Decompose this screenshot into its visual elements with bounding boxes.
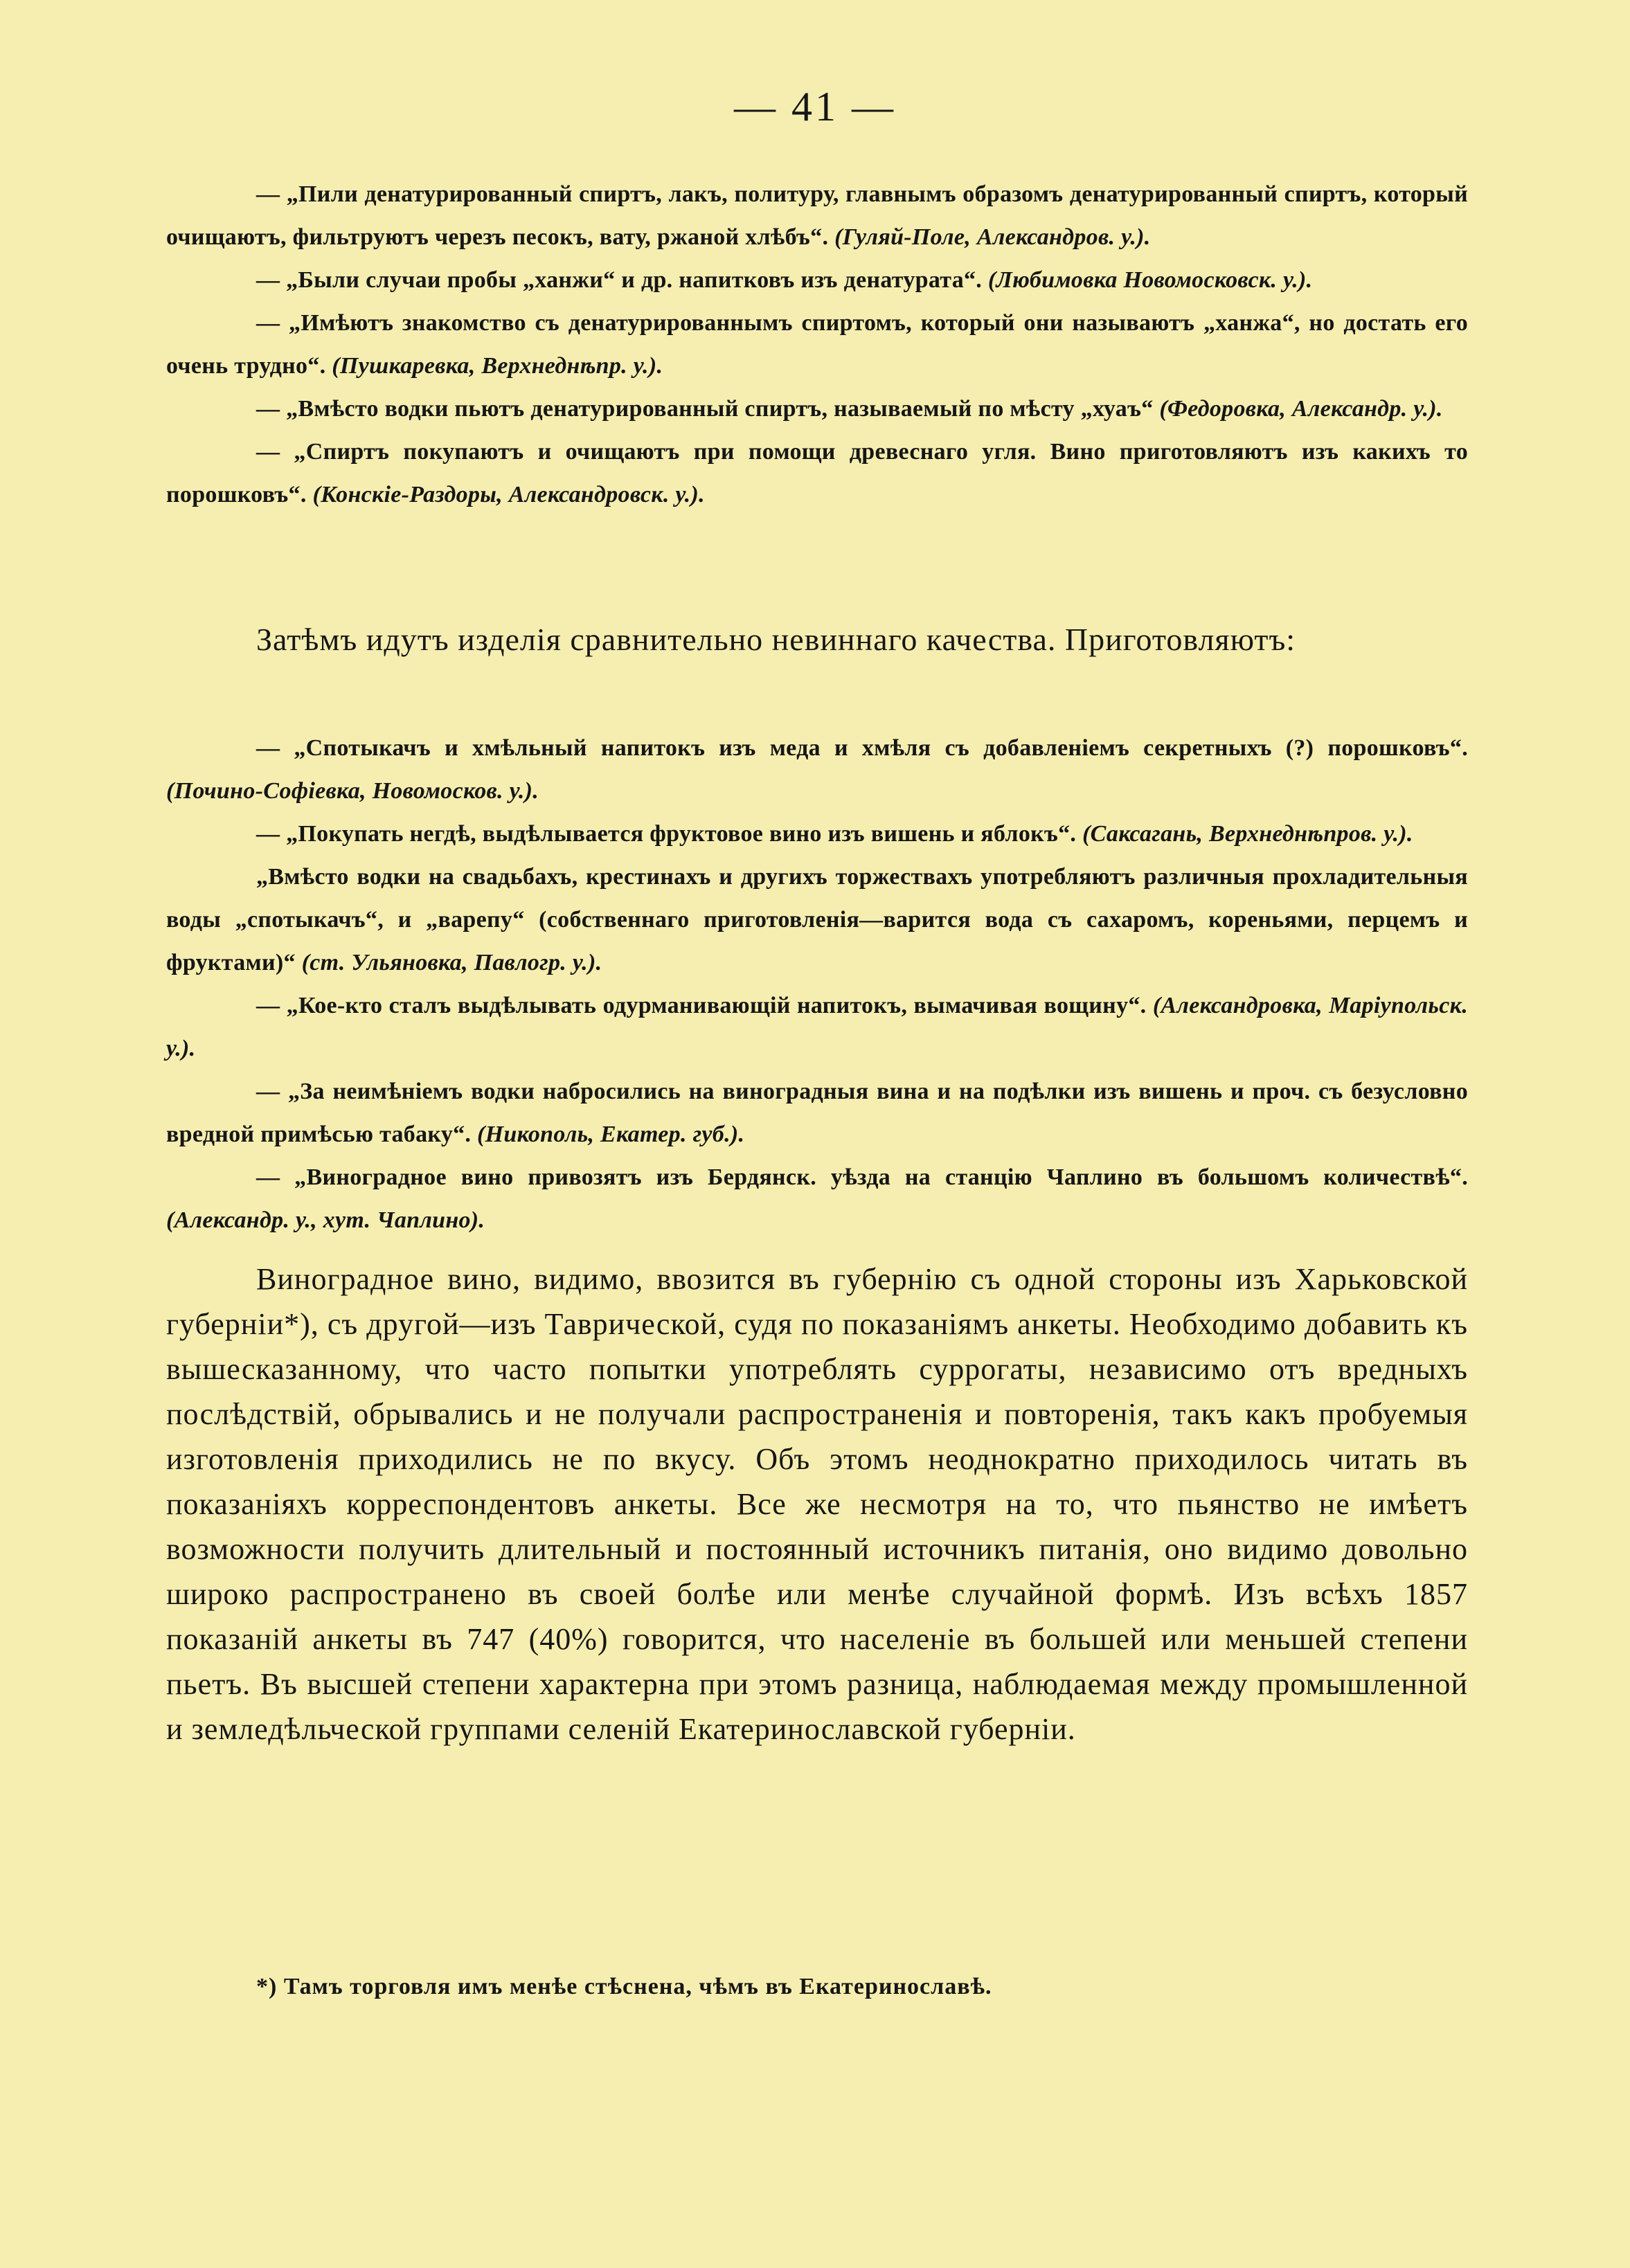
quotes-block-1 [166,173,1468,516]
footnote: *) Тамъ торговля имъ менѣе стѣснена, чѣмъ въ Екатеринославѣ. [256,1974,992,1999]
quote: — „Виноградное вино привозятъ изъ Бердянск. уѣзда на станцію Чаплино въ большомъ количествѣ“. (Александр. у., хут. Чаплино). [166,1164,1468,1233]
quote: — „Спотыкачъ и хмѣльный напитокъ изъ меда и хмѣля съ добавленіемъ секретныхъ (?) порошковъ“. (Почино-Софіевка, Новомосков. у.). [166,735,1468,804]
quote: „Вмѣсто водки на свадьбахъ, крестинахъ и другихъ торжествахъ употребляютъ различныя прохладительныя воды „спотыкачъ“, и „варепу“ (собственнаго приготовленія—варится вода съ сахаромъ, кореньями, перцемъ и фруктами)“ (ст. Ульяновка, Павлогр. у.). [166,864,1468,975]
quote-source: (Пушкаревка, Верхнеднѣпр. у.). [332,353,663,379]
quote-source: (Любимовка Новомосковск. у.). [987,267,1313,293]
quote: — „Кое-кто сталъ выдѣлывать одурманивающій напитокъ, вымачивая вощину“. (Александровка, Маріупольск. у.). [166,993,1468,1061]
quote-source: (ст. Ульяновка, Павлогр. у.). [301,950,602,975]
quote-source: (Саксагань, Верхнеднѣпров. у.). [1082,821,1413,847]
quote: — „За неимѣніемъ водки набросились на виноградныя вина и на подѣлки изъ вишень и проч. съ безусловно вредной примѣсью табаку“. (Никополь, Екатер. губ.). [166,1079,1468,1147]
lead-paragraph: Затѣмъ идутъ изделія сравнительно невиннаго качества. Приготовляютъ: [256,622,1296,657]
main-paragraph: Виноградное вино, видимо, ввозится въ губернію съ одной стороны изъ Харьковской губерніи*), съ другой—изъ Таврической, судя по показаніямъ анкеты. Необходимо добавить къ вышесказанному, что часто попытки употреблять суррогаты, независимо отъ вредныхъ послѣдствій, обрывались и не получали распространенія и повторенія, такъ какъ пробуемыя изготовленія приходились не по вкусу. Объ этомъ неоднократно приходилось читать въ показаніяхъ корреспондентовъ анкеты. Все же несмотря на то, что пьянство не имѣетъ возможности получить длительный и постоянный источникъ питанія, оно видимо довольно широко распространено въ своей болѣе или менѣе случайной формѣ. Изъ всѣхъ 1857 показаній анкеты въ 747 (40%) говорится, что населеніе въ большей или меньшей степени пьетъ. Въ высшей степени характерна при этомъ разница, наблюдаемая между промышленной и земледѣльческой группами селеній Екатеринославской губерніи. [166,1262,1468,1746]
quote-source: (Федоровка, Александр. у.). [1159,396,1443,422]
quote: — „Были случаи пробы „ханжи“ и др. напитковъ изъ денатурата“. (Любимовка Новомосковск. у.). [256,267,1313,293]
quote: — „Пили денатурированный спиртъ, лакъ, политуру, главнымъ образомъ денатурированный спиртъ, который очищаютъ, фильтруютъ черезъ песокъ, вату, ржаной хлѣбъ“. (Гуляй-Поле, Александров. у.). [166,181,1468,250]
quote-source: (Александр. у., хут. Чаплино). [166,1207,485,1233]
quote: — „Вмѣсто водки пьютъ денатурированный спиртъ, называемый по мѣсту „хуаъ“ (Федоровка, Александр. у.). [256,396,1443,422]
page-number: — 41 — [734,84,896,129]
quote: — „Спиртъ покупаютъ и очищаютъ при помощи древеснаго угля. Вино приготовляютъ изъ какихъ то порошковъ“. (Конскіе-Раздоры, Александровск. у.). [166,439,1468,507]
quote: — „Покупать негдѣ, выдѣлывается фруктовое вино изъ вишень и яблокъ“. (Саксагань, Верхнеднѣпров. у.). [256,821,1413,847]
quote-source: (Конскіе-Раздоры, Александровск. у.). [312,482,705,507]
quote: — „Имѣютъ знакомство съ денатурированнымъ спиртомъ, который они называютъ „ханжа“, но достать его очень трудно“. (Пушкаревка, Верхнеднѣпр. у.). [166,310,1468,379]
quote-source: (Никополь, Екатер. губ.). [477,1122,745,1147]
quote-source: (Почино-Софіевка, Новомосков. у.). [166,778,539,804]
quote-source: (Александровка, Маріупольск. у.). [166,993,1468,1061]
quotes-block-2 [166,727,1468,1242]
quote-source: (Гуляй-Поле, Александров. у.). [834,224,1151,250]
